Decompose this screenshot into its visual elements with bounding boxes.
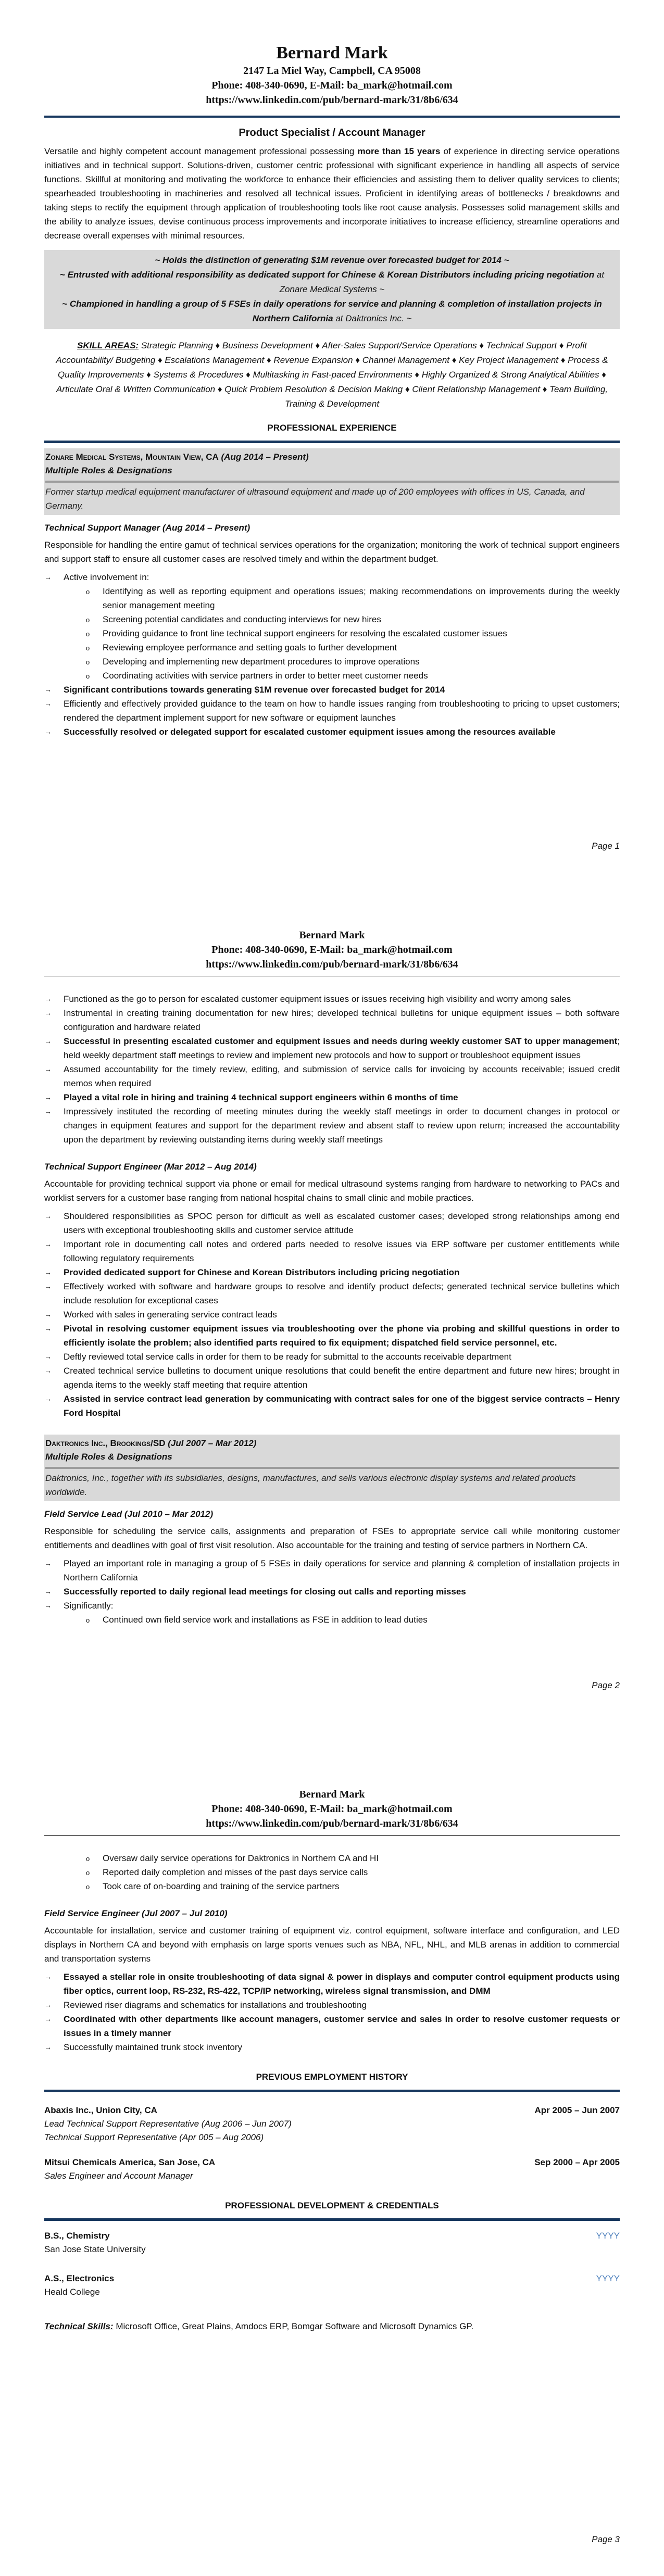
company-dates: (Aug 2014 – Present) <box>218 452 309 462</box>
bullet-item: → Coordinated with other departments like account managers, customer service and sales in order to resolve customer requests or issues in a timely manner <box>44 2012 620 2040</box>
resume-header <box>44 43 620 107</box>
bullet-item: → Successfully reported to daily regional lead meetings for closing out calls and reporting misses <box>44 1585 620 1599</box>
technical-skills-label: Technical Skills: <box>44 2321 114 2331</box>
bullet-item: → Efficiently and effectively provided guidance to the team on how to handle issues ranging from troubleshooting to pricing to upset customers; rendered the department implement support for new software or equipment launches <box>44 697 620 725</box>
role-bullets <box>44 1556 620 1613</box>
sub-bullet-item: o Reported daily completion and misses of the past days service calls <box>44 1865 620 1879</box>
highlight-2: ~ Entrusted with additional responsibility as dedicated support for Chinese & Korean Distributors including pricing negotiation at Zonare Medical Systems ~ <box>59 270 605 294</box>
school: San Jose State University <box>44 2244 146 2254</box>
skill-areas-label: SKILL AREAS: <box>77 341 139 350</box>
company-description: Daktronics, Inc., together with its subsidiaries, designs, manufactures, and sells various electronic display systems and related products worldwide. <box>45 1473 576 1497</box>
degree: A.S., Electronics <box>44 2273 115 2283</box>
role-summary: Accountable for providing technical support via phone or email for medical ultrasound systems ranging from hardware to networking to PACs and worklist servers for a customer base ranging from national hospital chains to small clinic and mobile practices. <box>44 1179 620 1203</box>
bullet-item: → Effectively worked with software and hardware groups to resolve and identify product defects; generated technical service bulletins which include resolution for exceptional cases <box>44 1279 620 1308</box>
contact-line: Phone: 408-340-0690, E-Mail: ba_mark@hotmail.com <box>211 80 453 91</box>
bullet-item: → Reviewed riser diagrams and schematics for installations and troubleshooting <box>44 1998 620 2012</box>
company-separator <box>45 481 619 483</box>
bullet-item: → Successfully maintained trunk stock inventory <box>44 2040 620 2054</box>
previous-employment-2 <box>44 2156 620 2183</box>
sub-bullet-container <box>44 584 620 683</box>
employment-role: Sales Engineer and Account Manager <box>44 2171 193 2181</box>
bullet-item: → Created technical service bulletins to document unique resolutions that could benefit the entire department and future new hires; brought in agenda items to the weekly staff meeting that require attention <box>44 1364 620 1392</box>
role-title: Field Service Lead (Jul 2010 – Mar 2012) <box>44 1509 214 1519</box>
bullet-item: → Significant contributions towards generating $1M revenue over forecasted budget for 2014 <box>44 683 620 697</box>
company-name: Zonare Medical Systems, Mountain View, CA <box>45 452 219 462</box>
candidate-name: Bernard Mark <box>299 929 365 941</box>
bullet-item: → Essayed a stellar role in onsite troubleshooting of data signal & power in displays and computer control equipment products using fiber optics, current loop, RS-232, RS-422, TCP/IP networking, wireless signal transmission, and DMM <box>44 1970 620 1998</box>
employment-role: Lead Technical Support Representative (Aug 2006 – Jun 2007) <box>44 2119 292 2129</box>
role-summary: Responsible for handling the entire gamut of technical services operations for the organization; monitoring the work of technical support engineers and support staff to ensure all customer cases are resolved timely and within the department budget. <box>44 540 620 564</box>
role-bullets <box>44 1970 620 2054</box>
resume-page-3 <box>0 1718 664 2576</box>
running-header <box>44 928 620 972</box>
company-dates: (Jul 2007 – Mar 2012) <box>165 1438 257 1448</box>
company-block-daktronics <box>44 1435 620 1501</box>
section-title-experience: PROFESSIONAL EXPERIENCE <box>267 423 397 433</box>
previous-employment-1 <box>44 2104 620 2144</box>
resume-page-2 <box>0 859 664 1718</box>
role-summary: Accountable for installation, service and customer training of equipment viz. control equipment, software interface and configuration, and LED displays in Northern CA and beyond with emphasis on large sports venues such as NBA, NFL, NHL, and MLB arenas in addition to commercial and transportation systems <box>44 1926 620 1964</box>
bullet-item: → Successfully resolved or delegated support for escalated customer equipment issues among the resources available <box>44 725 620 739</box>
section-divider <box>44 2090 620 2092</box>
bullet-item: → Played an important role in managing a group of 5 FSEs in daily operations for service and planning & completion of installation projects in Northern California <box>44 1556 620 1585</box>
section-divider <box>44 2218 620 2221</box>
linkedin-url[interactable]: https://www.linkedin.com/pub/bernard-mark/31/8b6/634 <box>206 1818 458 1829</box>
bullet-item: → Instrumental in creating training documentation for new hires; developed technical bulletins for unique equipment issues – both software configuration and hardware related <box>44 1006 620 1034</box>
resume-page-1 <box>0 0 664 859</box>
contact-line: Phone: 408-340-0690, E-Mail: ba_mark@hotmail.com <box>211 1803 453 1815</box>
bullet-item: → Deftly reviewed total service calls in order for them to be ready for submittal to the accounts receivable department <box>44 1350 620 1364</box>
role-title: Field Service Engineer (Jul 2007 – Jul 2010) <box>44 1908 228 1918</box>
header-divider <box>44 116 620 118</box>
career-highlights <box>44 250 620 329</box>
sub-bullet-item: o Screening potential candidates and conducting interviews for new hires <box>44 612 620 626</box>
bullet-item: → Played a vital role in hiring and training 4 technical support engineers within 6 months of time <box>44 1090 620 1104</box>
company-separator <box>45 1467 619 1469</box>
header-divider <box>44 1835 620 1836</box>
bullet-item: → Successful in presenting escalated customer and equipment issues and needs during weekly customer SAT to upper management; held weekly department staff meetings to review and implement new protocols and how to support or troubleshoot equipment issues <box>44 1034 620 1062</box>
company-description: Former startup medical equipment manufacturer of ultrasound equipment and made up of 200 employees with offices in US, Canada, and Germany. <box>45 487 585 511</box>
bullet-item: → Pivotal in resolving customer equipment issues via troubleshooting over the phone via probing and skillful questions in order to efficiently isolate the problem; also identified parts required to fix equipment; dispatched field service personnel, etc. <box>44 1322 620 1350</box>
sub-bullet-item: o Reviewing employee performance and setting goals to further development <box>44 640 620 655</box>
employment-dates: Sep 2000 – Apr 2005 <box>534 2157 620 2167</box>
company-block-zonare <box>44 448 620 515</box>
bullet-item: → Assumed accountability for the timely review, editing, and submission of service calls for invoicing by accounts receivable; issued credit memos when required <box>44 1062 620 1090</box>
sub-bullet-item: o Took care of on-boarding and training of the service partners <box>44 1879 620 1893</box>
skill-areas-list: Strategic Planning ♦ Business Development ♦ After-Sales Support/Service Operations ♦ Technical Support ♦ Profit Accountability/ Budgeting ♦ Escalations Management ♦ Revenue Expansion ♦ Channel Management ♦ Key Project Management ♦ Process & Quality Improvements ♦ Systems & Procedures ♦ Multitasking in Fast-paced Environments ♦ Highly Organized & Strong Analytical Abilities ♦ Articulate Oral & Written Communication ♦ Quick Problem Resolution & Decision Making ♦ Client Relationship Management ♦ Team Building, Training & Development <box>56 341 608 409</box>
page-number: Page 1 <box>592 841 620 851</box>
role-summary: Responsible for scheduling the service calls, assignments and preparation of FSEs to appropriate service call while monitoring customer entitlements and deadlines with goal of first visit resolution. Also accountable for the training and testing of service partners in Northern CA. <box>44 1526 620 1550</box>
skill-areas <box>49 338 615 411</box>
employer-name: Abaxis Inc., Union City, CA <box>44 2105 157 2115</box>
highlight-1: ~ Holds the distinction of generating $1M revenue over forecasted budget for 2014 ~ <box>155 255 509 265</box>
bullet-item: → Active involvement in: <box>44 570 620 584</box>
sub-bullet-item: o Providing guidance to front line technical support engineers for resolving the escalated customer issues <box>44 626 620 640</box>
bullet-item: → Shouldered responsibilities as SPOC person for difficult as well as escalated customer cases; developed strong relationships among end users with exceptional troubleshooting skills and customer service attitude <box>44 1209 620 1237</box>
bullet-item: → Worked with sales in generating service contract leads <box>44 1308 620 1322</box>
candidate-name: Bernard Mark <box>276 43 388 62</box>
bullet-item: → Important role in documenting call notes and ordered parts needed to resolve issues via ERP software per customer entitlements while following regulatory requirements <box>44 1237 620 1265</box>
section-divider <box>44 441 620 443</box>
employment-role: Technical Support Representative (Apr 005 – Aug 2006) <box>44 2132 264 2142</box>
bullet-item: → Provided dedicated support for Chinese and Korean Distributors including pricing negotiation <box>44 1265 620 1279</box>
page-number: Page 3 <box>592 2534 620 2544</box>
role-bullets <box>44 1209 620 1420</box>
technical-skills-list: Microsoft Office, Great Plains, Amdocs ERP, Bomgar Software and Microsoft Dynamics GP. <box>113 2321 474 2331</box>
page-number: Page 2 <box>592 1680 620 1690</box>
objective-title: Product Specialist / Account Manager <box>239 127 425 139</box>
graduation-year: YYYY <box>596 2273 620 2283</box>
section-title-credentials: PROFESSIONAL DEVELOPMENT & CREDENTIALS <box>225 2201 439 2210</box>
school: Heald College <box>44 2287 100 2297</box>
linkedin-url[interactable]: https://www.linkedin.com/pub/bernard-mark/31/8b6/634 <box>206 959 458 970</box>
address: 2147 La Miel Way, Campbell, CA 95008 <box>243 65 421 77</box>
sub-bullets <box>44 584 620 683</box>
bullet-item: → Functioned as the go to person for escalated customer equipment issues or issues receiving high visibility and worry among sales <box>44 992 620 1006</box>
education-entry-2 <box>44 2272 620 2299</box>
sub-bullets-continued <box>44 1851 620 1893</box>
professional-summary: Versatile and highly competent account management professional possessing more than 15 years of experience in directing service operations initiatives and in technical support. Solutions-driven, customer centric professional with significant experience in handling all aspects of service functions. Skillful at monitoring and motivating the workforce to enhance their efficiencies and assisting them to deliver quality services to clients; spearheaded troubleshooting in machineries and resolved all technical issues. Proficient in identifying areas of bottlenecks / breakdowns and taking steps to rectify the equipment through application of troubleshooting tools like root cause analysis. Possesses solid management skills and the ability to analyze issues, devise continuous process improvements and incorporate initiatives to increase efficiency, streamline operations and decrease overall expenses with minimal resources. <box>44 146 620 241</box>
role-bullets-continued <box>44 992 620 1147</box>
company-subtitle: Multiple Roles & Designations <box>45 1452 172 1462</box>
sub-bullet-item: o Identifying as well as reporting equipment and operations issues; making recommendations on improvements during the weekly senior management meeting <box>44 584 620 612</box>
education-entry-1 <box>44 2229 620 2256</box>
contact-line: Phone: 408-340-0690, E-Mail: ba_mark@hotmail.com <box>211 944 453 956</box>
sub-bullet-item: o Developing and implementing new department procedures to improve operations <box>44 655 620 669</box>
degree: B.S., Chemistry <box>44 2231 110 2241</box>
linkedin-url[interactable]: https://www.linkedin.com/pub/bernard-mark/31/8b6/634 <box>206 94 458 106</box>
section-title-previous: PREVIOUS EMPLOYMENT HISTORY <box>256 2072 408 2082</box>
bullet-item: → Impressively instituted the recording of meeting minutes during the weekly staff meetings in order to document changes in protocol or changes in equipment features and support for the department review and absent staff to review upon return; increased the accountability upon the department by reviewing outstanding items during weekly staff meetings <box>44 1104 620 1147</box>
sub-bullet-item: o Continued own field service work and installations as FSE in addition to lead duties <box>44 1613 620 1627</box>
role-title: Technical Support Engineer (Mar 2012 – Aug 2014) <box>44 1162 257 1172</box>
bullet-item: → Assisted in service contract lead generation by communicating with contract sales for one of the biggest service contracts – Henry Ford Hospital <box>44 1392 620 1420</box>
sub-bullet-item: o Oversaw daily service operations for Daktronics in Northern CA and HI <box>44 1851 620 1865</box>
graduation-year: YYYY <box>596 2231 620 2241</box>
role-bullets <box>44 570 620 739</box>
running-header <box>44 1787 620 1831</box>
role-title: Technical Support Manager (Aug 2014 – Present) <box>44 523 250 533</box>
technical-skills <box>44 2320 620 2333</box>
highlight-3: ~ Championed in handling a group of 5 FSEs in daily operations for service and planning & completion of installation projects in Northern California at Daktronics Inc. ~ <box>62 299 602 323</box>
company-subtitle: Multiple Roles & Designations <box>45 466 172 475</box>
employment-dates: Apr 2005 – Jun 2007 <box>534 2105 620 2115</box>
sub-bullet-item: o Coordinating activities with service partners in order to better meet customer needs <box>44 669 620 683</box>
candidate-name: Bernard Mark <box>299 1789 365 1800</box>
sub-bullets <box>44 1613 620 1627</box>
company-name: Daktronics Inc., Brookings/SD <box>45 1438 166 1448</box>
bullet-item: → Significantly: <box>44 1599 620 1613</box>
employer-name: Mitsui Chemicals America, San Jose, CA <box>44 2157 216 2167</box>
